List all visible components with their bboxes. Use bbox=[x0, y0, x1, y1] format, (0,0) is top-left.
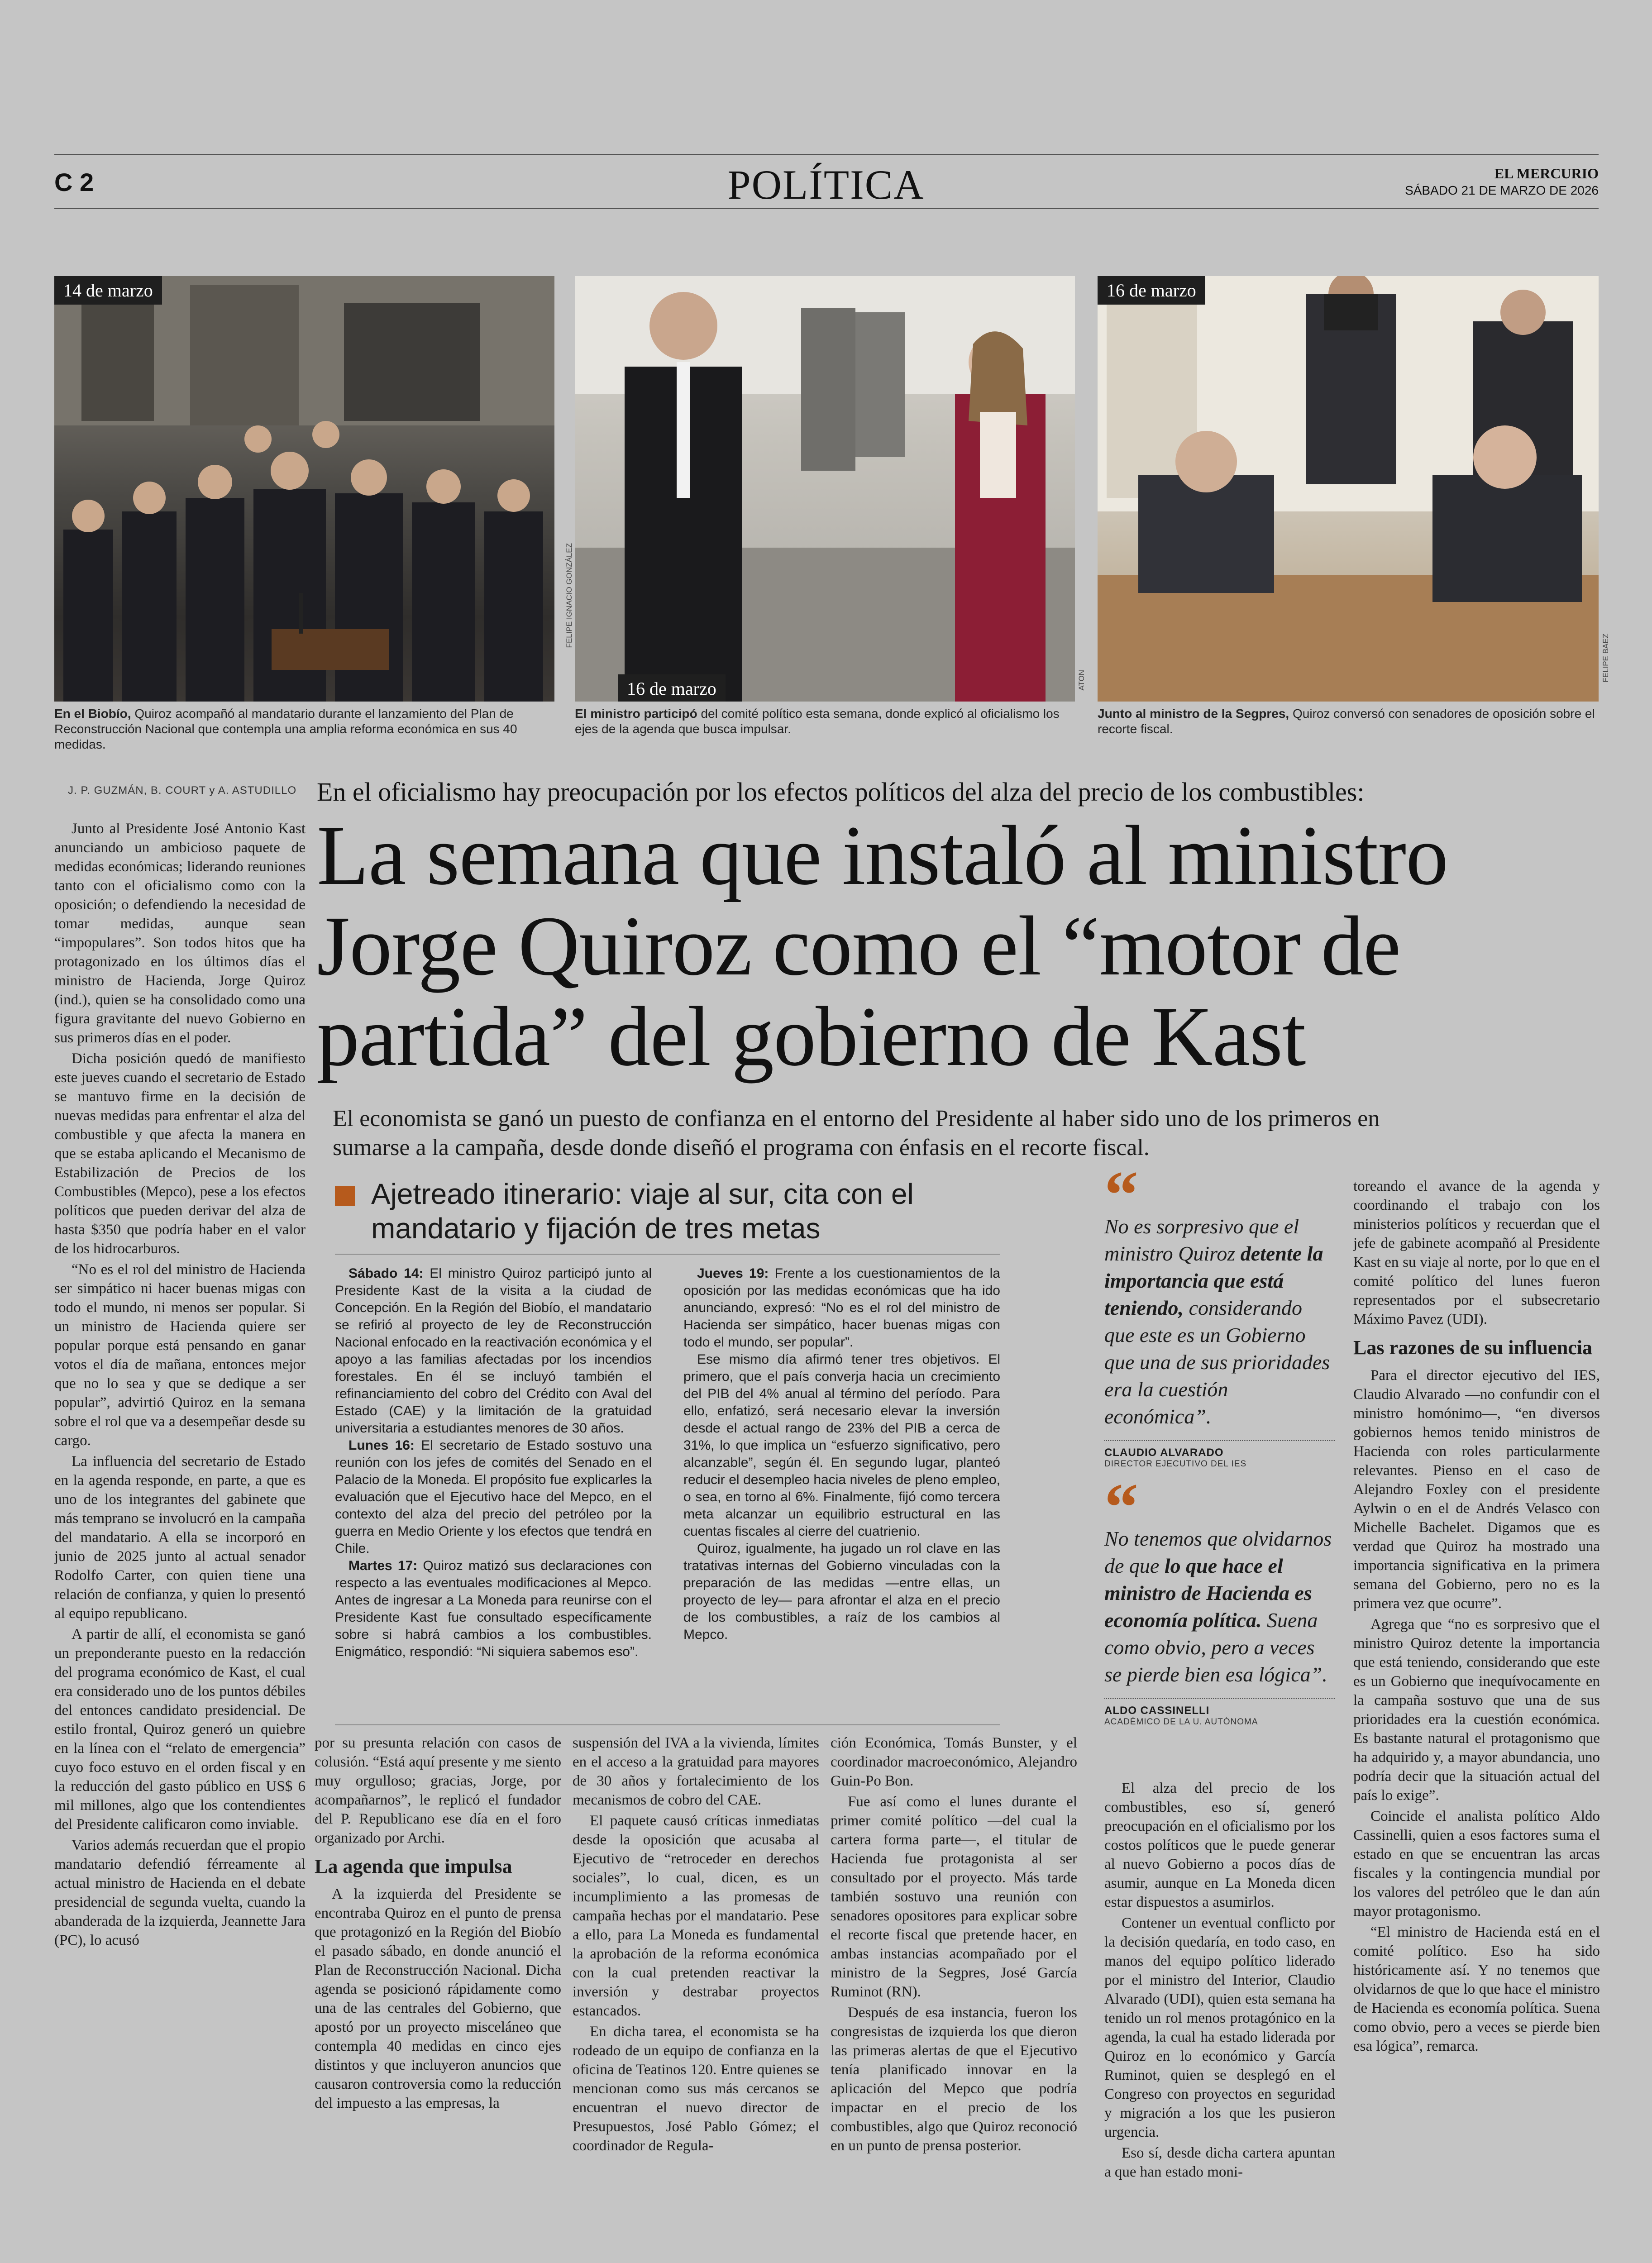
photo-credit: FELIPE BAEZ bbox=[1601, 634, 1610, 683]
article-left-column bbox=[54, 819, 306, 1952]
article-col-4 bbox=[831, 1733, 1077, 2157]
itinerary-item: Martes 17: Quiroz matizó sus declaraciones con respecto a las eventuales modificaciones al Mepco. Antes de ingresar a La Moneda para reunirse con el Presidente Kast fue consultado específicamente sobre si habrá cambios a los combustibles. Enigmático, respondió: “Ni siquiera sabemos eso”. bbox=[335, 1558, 652, 1659]
quote-author-role: DIRECTOR EJECUTIVO DEL IES bbox=[1104, 1459, 1247, 1469]
newspaper-name: EL MERCURIO bbox=[1494, 165, 1599, 181]
photo-minister-walking bbox=[575, 276, 1075, 702]
quote-author: ALDO CASSINELLI bbox=[1104, 1704, 1210, 1717]
quote-author-role: ACADÉMICO DE LA U. AUTÓNOMA bbox=[1104, 1717, 1258, 1727]
section-title: POLÍTICA bbox=[727, 162, 925, 208]
article-col-2 bbox=[315, 1733, 561, 2115]
header-rule bbox=[54, 208, 1599, 209]
photo-caption: En el Biobío, Quiroz acompañó al mandatario durante el lanzamiento del Plan de Reconstrucción Nacional que contempla una amplia reforma económica en sus 40 medidas. bbox=[54, 707, 517, 751]
photo-senators-meeting bbox=[1098, 276, 1599, 702]
headline: La semana que instaló al ministro Jorge Quiroz como el “motor de partida” del gobierno de Kast bbox=[317, 808, 1448, 1084]
issue-date: SÁBADO 21 DE MARZO DE 2026 bbox=[1405, 183, 1599, 197]
photo-date-tag: 14 de marzo bbox=[54, 276, 162, 305]
paragraph: ción Económica, Tomás Bunster, y el coordinador macroeconómico, Alejandro Guin-Po Bon. bbox=[831, 1735, 1077, 1789]
photo-credit: FELIPE IGNACIO GONZÁLEZ bbox=[565, 543, 573, 648]
paragraph: Junto al Presidente José Antonio Kast anunciando un ambicioso paquete de medidas económicas; liderando reuniones tanto con el oficialismo como con la oposición; o defendiendo la necesidad de tomar medidas, aunque sean “impopulares”. Son todos hitos que ha protagonizado en los últimos días el ministro de Hacienda, Jorge Quiroz (ind.), quien se ha consolidado como una figura gravitante del nuevo Gobierno en sus primeros días en el poder. bbox=[54, 821, 306, 1046]
quote-author: CLAUDIO ALVARADO bbox=[1104, 1447, 1224, 1459]
paragraph: A la izquierda del Presidente se encontraba Quiroz en el punto de prensa que protagonizó en la Región del Biobío el pasado sábado, en donde anunció el Plan de Reconstrucción Nacional. Dicha agenda se posicionó rápidamente como una de las centrales del Gobierno, que apostó por un proyecto misceláneo que contempla 40 medidas en cinco ejes distintos y que incluyeron anuncios que causaron controversia como la reducción del impuesto a las empresas, la bbox=[315, 1886, 561, 2111]
paragraph: Varios además recuerdan que el propio mandatario defendió férreamente al actual ministro de Hacienda en el debate presidencial de segunda vuelta, cuando la abanderada de la izquierda, Jeannette Jara (PC), lo acusó bbox=[54, 1837, 306, 1948]
meeting-scene bbox=[1098, 276, 1599, 702]
itinerary-item: Ese mismo día afirmó tener tres objetivos. El primero, que el país converja hacia un crecimiento del PIB del 4% anual al término del período. Para ello, enfatizó, será necesario elevar la inversión desde el actual rango de 23% del PIB a cerca de 31%, lo que implica un “esfuerzo significativo, pero alcanzable”, según él. En segundo lugar, planteó reducir el desempleo hacia niveles de pleno empleo, o sea, en torno al 6%. Finalmente, fijó como tercera meta alcanzar un equilibrio estructural en las cuentas fiscales al cierre del cuatrienio. bbox=[683, 1352, 1000, 1539]
paragraph: Después de esa instancia, fueron los congresistas de izquierda los que dieron las primeras alertas de que el Ejecutivo tenía planificado innovar en la aplicación del Mepco que podría impactar en el precio de los combustibles, algo que Quiroz reconoció en un punto de prensa posterior. bbox=[831, 2005, 1077, 2154]
itinerary-col-2 bbox=[683, 1265, 1000, 1643]
itinerary-item: Quiroz, igualmente, ha jugado un rol clave en las tratativas internas del Gobierno vinculadas con la preparación de las medidas —entre ellas, un proyecto de ley— para afrontar el alza en el precio de los combustibles, a raíz de los cambios al Mepco. bbox=[683, 1541, 1000, 1642]
paragraph: La influencia del secretario de Estado en la agenda responde, en parte, a que es uno de los integrantes del gabinete que más temprano se involucró en la campaña del mandatario. A ella se incorporó en junio de 2025 junto al actual senador Rodolfo Carter, con quien tiene una relación de confianza, y quien lo presentó al equipo republicano. bbox=[54, 1453, 306, 1622]
byline: J. P. GUZMÁN, B. COURT y A. ASTUDILLO bbox=[68, 784, 297, 797]
quote-text: No tenemos que olvidarnos de que lo que hace el ministro de Hacienda es economía política. Suena como obvio, pero a veces se pierde bien esa lógica”. bbox=[1104, 1527, 1332, 1686]
paragraph: toreando el avance de la agenda y coordinando el trabajo con los ministerios políticos y recuerdan que el jefe de gabinete acompañó al Presidente Kast en su viaje al norte, por lo que en el comité político del lunes fueron representados por el subsecretario Máximo Pavez (UDI). bbox=[1353, 1178, 1600, 1327]
paragraph: Eso sí, desde dicha cartera apuntan a que han estado moni- bbox=[1104, 2145, 1335, 2180]
paragraph: Fue así como el lunes durante el primer comité político —del cual la cartera forma parte—, el titular de Hacienda fue protagonista al ser consultado por el proyecto. Más tarde también sostuvo una reunión con senadores opositores para explicar sobre el recorte fiscal que pretende hacer, en ambas instancias acompañado por el ministro de la Segpres, José García Ruminot (RN). bbox=[831, 1794, 1077, 2000]
quote-text: No es sorpresivo que el ministro Quiroz detente la importancia que está teniendo, considerando que este es un Gobierno que una de sus prioridades era la cuestión económica”. bbox=[1104, 1215, 1330, 1428]
itinerary-rule bbox=[335, 1254, 1000, 1255]
quote-mark-icon: “ bbox=[1104, 1470, 1138, 1545]
article-right-column bbox=[1353, 1177, 1600, 2058]
article-col-5 bbox=[1104, 1779, 1335, 2183]
paragraph: En dicha tarea, el economista se ha rodeado de un equipo de confianza en la oficina de Teatinos 120. Entre quienes se mencionan como sus más cercanos se encuentran el nuevo director de Presupuestos, José Pablo Gómez; el coordinador de Regula- bbox=[573, 2024, 819, 2154]
photo-biobio-launch bbox=[54, 276, 554, 702]
quote-mark-icon: “ bbox=[1104, 1157, 1138, 1232]
paragraph: suspensión del IVA a la vivienda, límites en el acceso a la gratuidad para mayores de 30 años y fortalecimiento de los mecanismos de cobro del CAE. bbox=[573, 1735, 819, 1808]
itinerary-bottom-rule bbox=[335, 1724, 1000, 1725]
photo-caption: Junto al ministro de la Segpres, Quiroz conversó con senadores de oposición sobre el recorte fiscal. bbox=[1098, 707, 1595, 736]
paragraph: Agrega que “no es sorpresivo que el ministro Quiroz detente la importancia que está teniendo, considerando que este es un Gobierno que inequívocamente en la campaña sostuvo que una de sus prioridades era la cuestión económica. Es bastante natural el protagonismo que ha adquirido y, a mayor abundancia, uno podría decir que la situación actual del país lo exige”. bbox=[1353, 1616, 1600, 1804]
paragraph: A partir de allí, el economista se ganó un preponderante puesto en la redacción del programa económico de Kast, el cual era considerado uno de los puntos débiles del entonces candidato presidencial. De estilo frontal, Quiroz generó un quiebre en la línea con el “relato de emergencia” cuyo foco estuvo en el orden fiscal y en la reducción del gasto público en US$ 6 mil millones, algo que los contendientes del Presidente calificaron como inviable. bbox=[54, 1626, 306, 1833]
article-col-3 bbox=[573, 1733, 819, 2157]
subheading: La agenda que impulsa bbox=[315, 1855, 512, 1877]
pull-quote-alvarado bbox=[1104, 1157, 1335, 1469]
paragraph: Dicha posición quedó de manifiesto este jueves cuando el secretario de Estado se mantuvo firme en la decisión de nuevas medidas para enfrentar el alza del combustible y que afecta la manera en que se estaba aplicando el Mecanismo de Estabilización de Precios de los Combustibles (Mepco), pese a los efectos políticos que pueden derivar del alza de hasta $350 que podría haber en el valor de los hidrocarburos. bbox=[54, 1050, 306, 1257]
paragraph: El paquete causó críticas inmediatas desde la oposición que acusaba al Ejecutivo de “retroceder en derechos sociales”, lo cual, dicen, es un incumplimiento a las promesas de campaña hechas por el mandatario. Pese a ello, para La Moneda es fundamental la aprobación de la reforma económica con la cual pretenden reactivar la inversión y destrabar proyectos estancados. bbox=[573, 1813, 819, 2019]
photo-date-tag: 16 de marzo bbox=[1098, 276, 1205, 305]
paragraph: Contener un eventual conflicto por la decisión quedaría, en todo caso, en manos del equipo político liderado por el ministro del Interior, Claudio Alvarado (UDI), quien esta semana ha tenido un rol menos protagónico en la agenda, la cual ha estado liderada por Quiroz en lo económico y García Ruminot, quien se desplegó en el Congreso con proyectos en seguridad y migración a los que les pusieron urgencia. bbox=[1104, 1915, 1335, 2140]
top-rule bbox=[54, 154, 1599, 155]
itinerary-item: Sábado 14: El ministro Quiroz participó junto al Presidente Kast de la visita a la ciudad de Concepción. En la Región del Biobío, el mandatario se refirió al proyecto de ley de Reconstrucción Nacional enfocado en la reactivación económica y el apoyo a las familias afectadas por los incendios forestales. En él se incluyó también el refinanciamiento del cobro del Crédito con Aval del Estado (CAE) y la limitación de la gratuidad universitaria a estudiantes menores de 30 años. bbox=[335, 1266, 652, 1436]
page-number: C 2 bbox=[54, 168, 94, 196]
photo-date-tag: 16 de marzo bbox=[618, 674, 726, 702]
itinerary-item: Jueves 19: Frente a los cuestionamientos de la oposición por las medidas económicas que ha ido anunciando, expresó: “No es el rol del ministro de Hacienda ser simpático, hacer buenas migas con todo el mundo, ser popular”. bbox=[683, 1266, 1000, 1350]
paragraph: El alza del precio de los combustibles, eso sí, generó preocupación en el oficialismo por los costos políticos que le puede generar al nuevo Gobierno a pocos días de asumir, aunque en La Moneda dicen estar dispuestos a asumirlos. bbox=[1104, 1780, 1335, 1910]
kicker: En el oficialismo hay preocupación por los efectos políticos del alza del precio de los combustibles: bbox=[317, 777, 1365, 807]
dek: El economista se ganó un puesto de confianza en el entorno del Presidente al haber sido uno de los primeros en sumarse a la campaña, desde donde diseñó el programa con énfasis en el recorte fiscal. bbox=[333, 1106, 1380, 1160]
pull-quote-cassinelli bbox=[1104, 1470, 1335, 1727]
itinerary-bullet bbox=[335, 1186, 355, 1206]
itinerary-title: Ajetreado itinerario: viaje al sur, cita con el mandatario y fijación de tres metas bbox=[371, 1178, 914, 1245]
itinerary-item: Lunes 16: El secretario de Estado sostuvo una reunión con los jefes de comités del Senado en el Palacio de la Moneda. El propósito fue explicarles la evaluación que el Ejecutivo hace del Mepco, en el contexto del alza del precio del petróleo por la guerra en Medio Oriente y los efectos que tendrá en Chile. bbox=[335, 1438, 652, 1556]
photo-caption: El ministro participó del comité político esta semana, donde explicó al oficialismo los ejes de la agenda que busca impulsar. bbox=[575, 707, 1060, 736]
itinerary-col-1 bbox=[335, 1265, 652, 1661]
paragraph: Para el director ejecutivo del IES, Claudio Alvarado —no confundir con el ministro homónimo—, “en diversos gobiernos hemos tenido ministros de Hacienda con roles particularmente relevantes. Pienso en el caso de Alejandro Foxley con el presidente Aylwin o en el de Andrés Velasco con Michelle Bachelet. Digamos que es verdad que Quiroz ha mostrado una importancia significativa en la primera semana del Gobierno, pero no es la primera vez que ocurre”. bbox=[1353, 1367, 1600, 1612]
paragraph: Coincide el analista político Aldo Cassinelli, quien a esos factores suma el estado en que se encuentran las arcas fiscales y la contingencia mundial por los valores del petróleo que le dan aún mayor protagonismo. bbox=[1353, 1808, 1600, 1919]
paragraph: “El ministro de Hacienda está en el comité político. Eso ha sido históricamente así. Y no tenemos que olvidarnos de que lo que hace el ministro de Hacienda es economía política. Suena como obvio, pero a veces se pierde bien esa lógica”, remarca. bbox=[1353, 1924, 1600, 2054]
paragraph: por su presunta relación con casos de colusión. “Está aquí presente y me siento muy orgulloso; gracias, Jorge, por acompañarnos”, le replicó el fundador del P. Republicano ese día en el foro organizado por Archi. bbox=[315, 1735, 561, 1846]
walking-scene bbox=[575, 276, 1075, 702]
subheading: Las razones de su influencia bbox=[1353, 1337, 1593, 1359]
photo-credit: ATON bbox=[1077, 670, 1086, 691]
paragraph: “No es el rol del ministro de Hacienda ser simpático ni hacer buenas migas con todo el mundo, ni menos ser popular. Si un ministro de Hacienda quiere ser popular porque está pensando en ganar votos el día de mañana, entonces mejor que no lo sea y que se dedique a ser popular”, advirtió Quiroz en la semana sobre el rol que va a desempeñar desde su cargo. bbox=[54, 1261, 306, 1449]
biobio-scene bbox=[54, 276, 554, 702]
